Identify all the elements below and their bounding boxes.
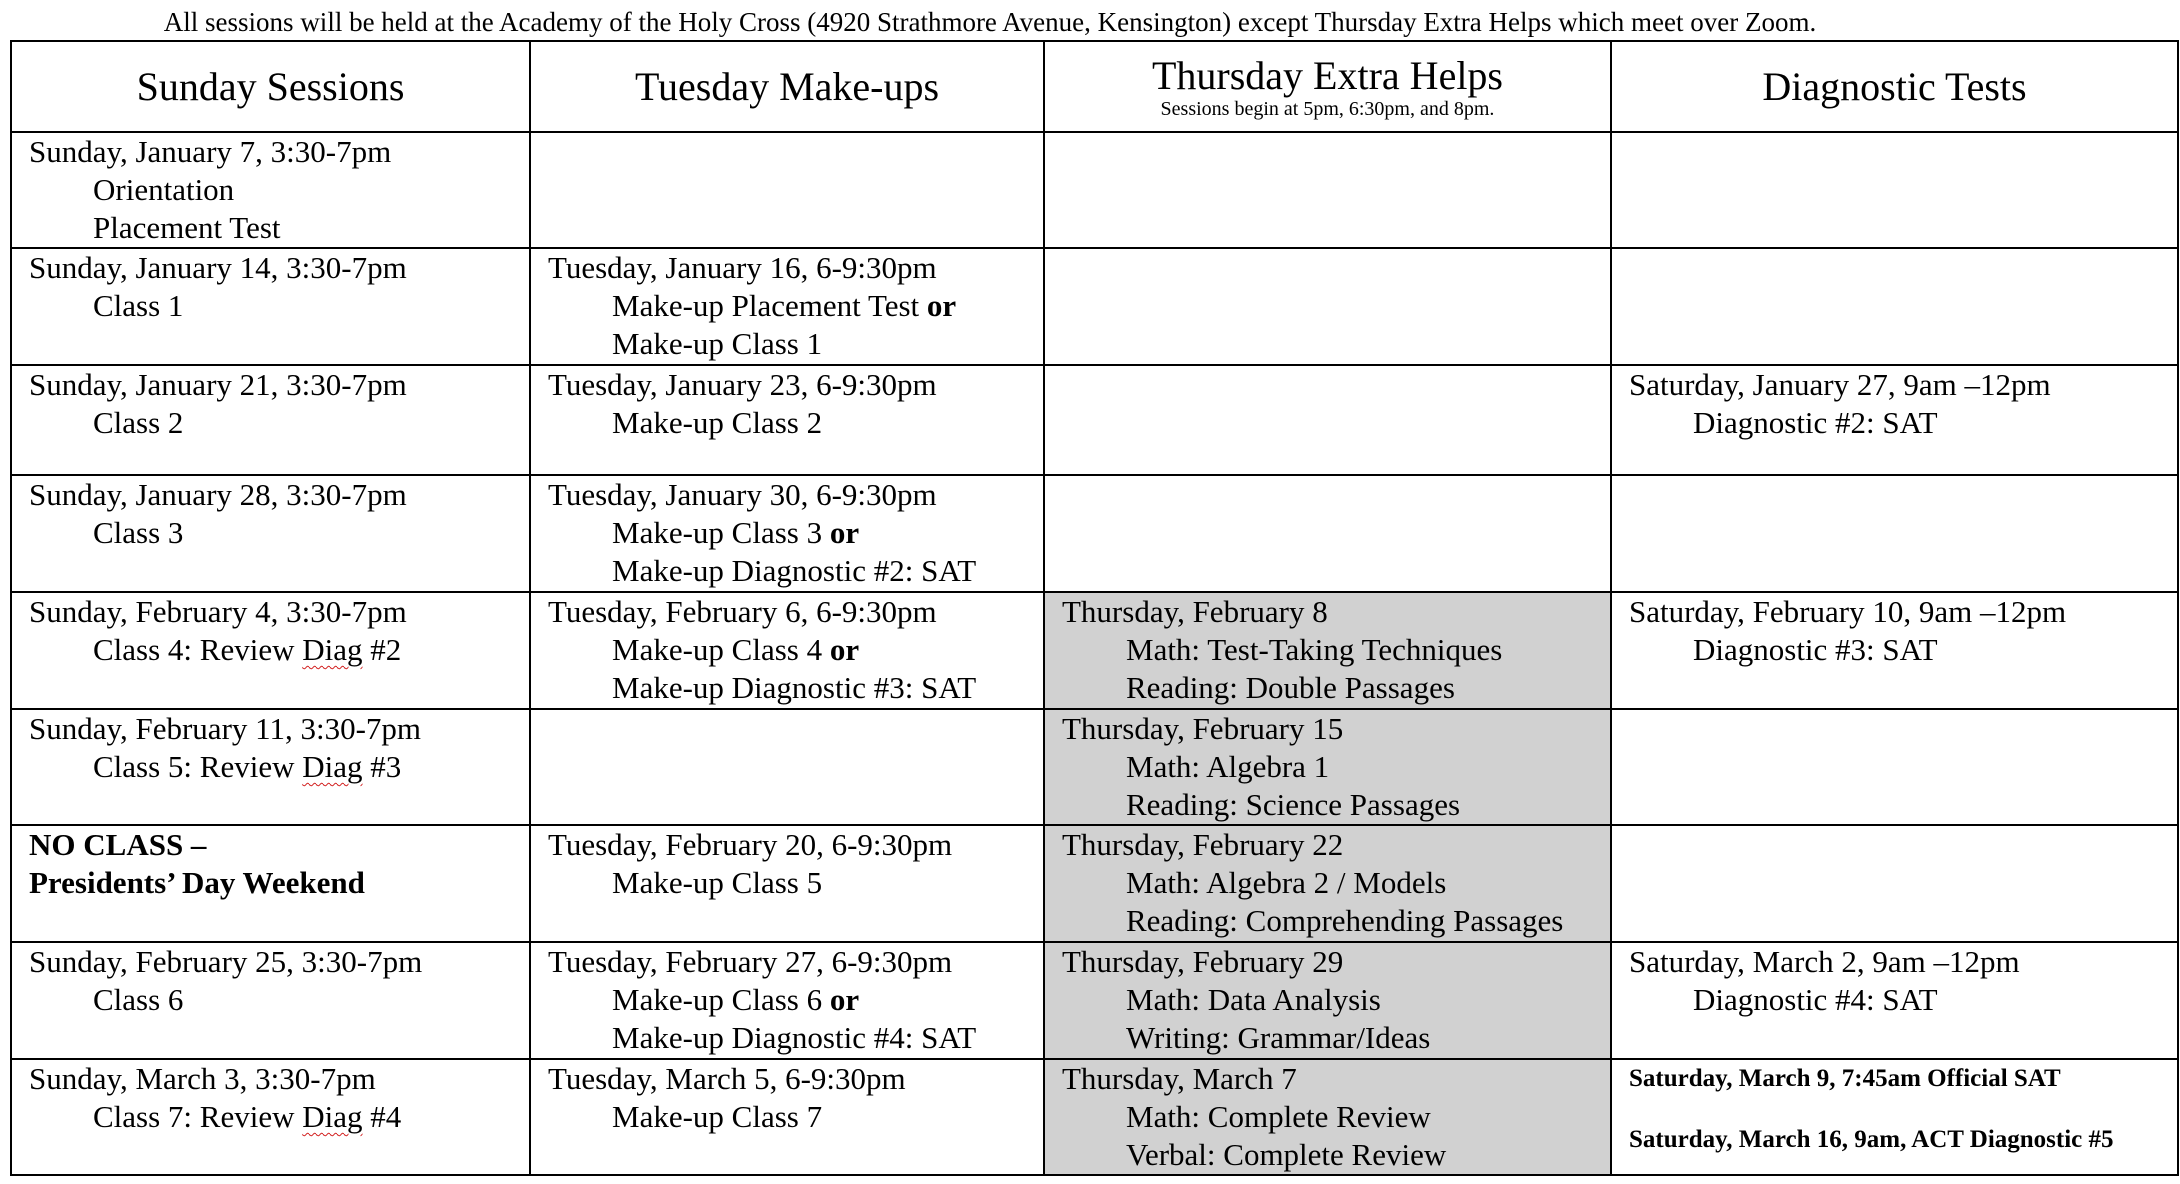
makeup-item: Make-up Class 3 or [612,515,860,550]
thursday-cell [1044,942,1611,1059]
makeup-date: Tuesday, March 5, 6-9:30pm [548,1061,906,1096]
sunday-cell [11,709,530,825]
official-test-line: Saturday, March 16, 9am, ACT Diagnostic #5 [1629,1126,2114,1153]
extra-help-item: Math: Algebra 2 / Models [1126,865,1447,900]
header-thursday-note: Sessions begin at 5pm, 6:30pm, and 8pm. [1160,97,1495,120]
thursday-cell [1044,709,1611,825]
sunday-cell [11,248,530,365]
diagnostic-cell [1611,825,2178,942]
session-item: Class 2 [93,405,184,440]
makeup-date: Tuesday, February 27, 6-9:30pm [548,944,953,979]
tuesday-cell [530,825,1044,942]
diagnostic-cell [1611,942,2178,1059]
extra-help-date: Thursday, February 8 [1062,594,1328,629]
tuesday-cell [530,365,1044,475]
makeup-item: Make-up Diagnostic #4: SAT [612,1020,977,1055]
extra-help-item: Writing: Grammar/Ideas [1126,1020,1431,1055]
extra-help-item: Verbal: Complete Review [1126,1137,1447,1172]
thursday-cell [1044,825,1611,942]
header-sunday: Sunday Sessions [11,41,530,132]
table-row [11,825,2178,942]
makeup-date: Tuesday, January 16, 6-9:30pm [548,250,937,285]
table-row [11,942,2178,1059]
makeup-item: Make-up Placement Test or [612,288,957,323]
intro-text: All sessions will be held at the Academy of the Holy Cross (4920 Strathmore Avenue, Kensington) except Thursday Extra Helps which meet over Zoom. [163,7,1817,37]
no-class-line: NO CLASS – [29,827,207,862]
session-item: Class 6 [93,982,184,1017]
diagnostic-cell [1611,365,2178,475]
makeup-item: Make-up Class 6 or [612,982,860,1017]
makeup-date: Tuesday, February 20, 6-9:30pm [548,827,953,862]
thursday-cell [1044,365,1611,475]
sunday-cell [11,132,530,248]
makeup-item: Make-up Class 5 [612,865,823,900]
session-item: Orientation [93,172,235,207]
session-date: Sunday, January 28, 3:30-7pm [29,477,407,512]
makeup-item: Make-up Class 7 [612,1099,823,1134]
diagnostic-cell [1611,709,2178,825]
session-item: Class 3 [93,515,184,550]
extra-help-item: Reading: Science Passages [1126,787,1461,822]
session-date: Sunday, March 3, 3:30-7pm [29,1061,376,1096]
diagnostic-cell [1611,132,2178,248]
extra-help-item: Math: Data Analysis [1126,982,1381,1017]
makeup-item: Make-up Class 4 or [612,632,860,667]
session-item: Class 7: Review Diag #4 [93,1099,402,1134]
header-thursday-title: Thursday Extra Helps [1151,52,1503,98]
diagnostic-date: Saturday, March 2, 9am –12pm [1629,944,2020,979]
makeup-item: Make-up Diagnostic #2: SAT [612,553,977,588]
makeup-item: Make-up Class 1 [612,326,823,361]
session-item: Class 1 [93,288,184,323]
thursday-cell [1044,475,1611,592]
makeup-item: Make-up Diagnostic #3: SAT [612,670,977,705]
session-date: Sunday, January 14, 3:30-7pm [29,250,407,285]
tuesday-cell [530,709,1044,825]
extra-help-date: Thursday, February 15 [1062,711,1344,746]
table-row [11,709,2178,825]
makeup-date: Tuesday, January 23, 6-9:30pm [548,367,937,402]
session-date: Sunday, January 21, 3:30-7pm [29,367,407,402]
thursday-cell [1044,132,1611,248]
extra-help-item: Math: Test-Taking Techniques [1126,632,1503,667]
extra-help-date: Thursday, February 29 [1062,944,1344,979]
diagnostic-cell [1611,248,2178,365]
extra-help-date: Thursday, February 22 [1062,827,1344,862]
extra-help-item: Reading: Double Passages [1126,670,1455,705]
session-date: Sunday, February 11, 3:30-7pm [29,711,422,746]
extra-help-item: Math: Algebra 1 [1126,749,1330,784]
extra-help-date: Thursday, March 7 [1062,1061,1297,1096]
table-row [11,365,2178,475]
makeup-date: Tuesday, February 6, 6-9:30pm [548,594,937,629]
makeup-item: Make-up Class 2 [612,405,823,440]
session-item: Class 4: Review Diag #2 [93,632,402,667]
sunday-cell [11,1059,530,1175]
thursday-cell [1044,248,1611,365]
no-class-line: Presidents’ Day Weekend [29,865,365,900]
table-row [11,475,2178,592]
thursday-cell [1044,592,1611,709]
makeup-date: Tuesday, January 30, 6-9:30pm [548,477,937,512]
tuesday-cell [530,942,1044,1059]
diagnostic-cell [1611,475,2178,592]
session-date: Sunday, January 7, 3:30-7pm [29,134,392,169]
sunday-cell [11,365,530,475]
extra-help-item: Reading: Comprehending Passages [1126,903,1564,938]
diagnostic-item: Diagnostic #4: SAT [1693,982,1938,1017]
session-date: Sunday, February 25, 3:30-7pm [29,944,423,979]
sunday-cell [11,592,530,709]
header-row [11,41,2178,132]
tuesday-cell [530,592,1044,709]
diagnostic-date: Saturday, February 10, 9am –12pm [1629,594,2067,629]
header-diagnostic: Diagnostic Tests [1611,41,2178,132]
session-date: Sunday, February 4, 3:30-7pm [29,594,407,629]
sunday-cell [11,825,530,942]
diagnostic-cell [1611,1059,2178,1175]
header-tuesday: Tuesday Make-ups [530,41,1044,132]
official-test-line: Saturday, March 9, 7:45am Official SAT [1629,1065,2061,1092]
diagnostic-item: Diagnostic #3: SAT [1693,632,1938,667]
diagnostic-item: Diagnostic #2: SAT [1693,405,1938,440]
session-item: Class 5: Review Diag #3 [93,749,402,784]
diagnostic-date: Saturday, January 27, 9am –12pm [1629,367,2051,402]
schedule-table [10,40,2179,1176]
tuesday-cell [530,132,1044,248]
tuesday-cell [530,475,1044,592]
diagnostic-cell [1611,592,2178,709]
sunday-cell [11,942,530,1059]
thursday-cell [1044,1059,1611,1175]
extra-help-item: Math: Complete Review [1126,1099,1431,1134]
header-thursday [1044,41,1611,132]
table-row [11,248,2178,365]
table-row [11,1059,2178,1175]
sunday-cell [11,475,530,592]
tuesday-cell [530,248,1044,365]
table-row [11,132,2178,248]
table-row [11,592,2178,709]
session-item: Placement Test [93,210,281,245]
tuesday-cell [530,1059,1044,1175]
